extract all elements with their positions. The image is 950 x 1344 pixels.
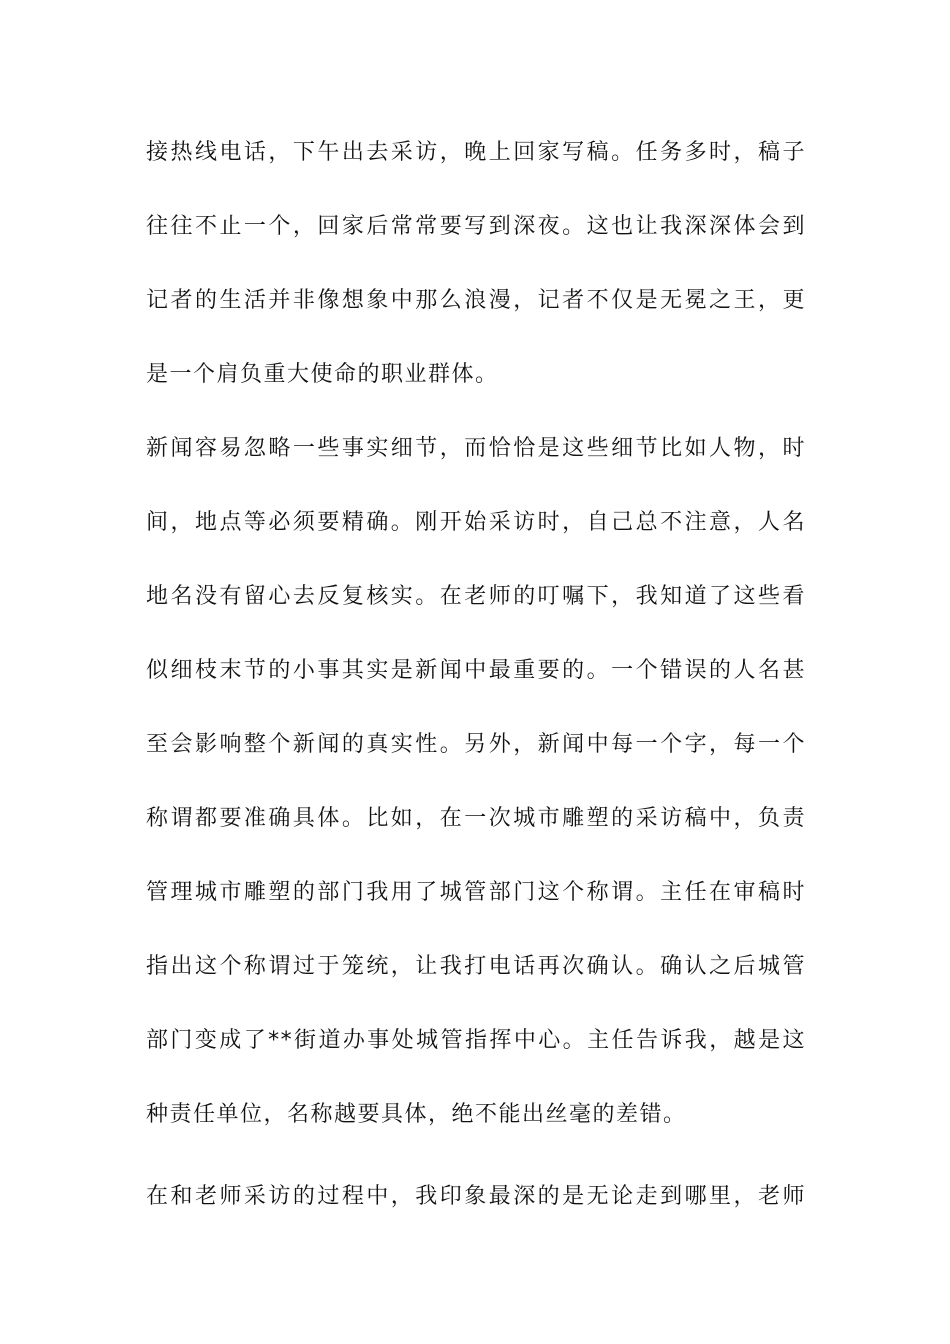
text-line-9: 至会影响整个新闻的真实性。另外，新闻中每一个字，每一个 [146,732,806,757]
text-line-15: 在和老师采访的过程中，我印象最深的是无论走到哪里，老师 [146,1184,806,1209]
text-line-5: 新闻容易忽略一些事实细节，而恰恰是这些细节比如人物，时 [146,436,806,461]
text-line-2: 往往不止一个，回家后常常要写到深夜。这也让我深深体会到 [146,214,806,239]
text-line-12: 指出这个称谓过于笼统，让我打电话再次确认。确认之后城管 [146,954,806,979]
text-line-11: 管理城市雕塑的部门我用了城管部门这个称谓。主任在审稿时 [146,880,806,905]
text-line-3: 记者的生活并非像想象中那么浪漫，记者不仅是无冕之王，更 [146,288,806,313]
text-line-7: 地名没有留心去反复核实。在老师的叮嘱下，我知道了这些看 [146,584,806,609]
text-line-4: 是一个肩负重大使命的职业群体。 [146,362,499,387]
text-line-8: 似细枝末节的小事其实是新闻中最重要的。一个错误的人名甚 [146,658,806,683]
text-line-13: 部门变成了**街道办事处城管指挥中心。主任告诉我，越是这 [146,1028,806,1053]
text-line-14: 种责任单位，名称越要具体，绝不能出丝毫的差错。 [146,1102,687,1127]
text-line-1: 接热线电话，下午出去采访，晚上回家写稿。任务多时，稿子 [146,140,806,165]
text-line-10: 称谓都要准确具体。比如，在一次城市雕塑的采访稿中，负责 [146,806,806,831]
text-line-6: 间，地点等必须要精确。刚开始采访时，自己总不注意，人名 [146,510,806,535]
